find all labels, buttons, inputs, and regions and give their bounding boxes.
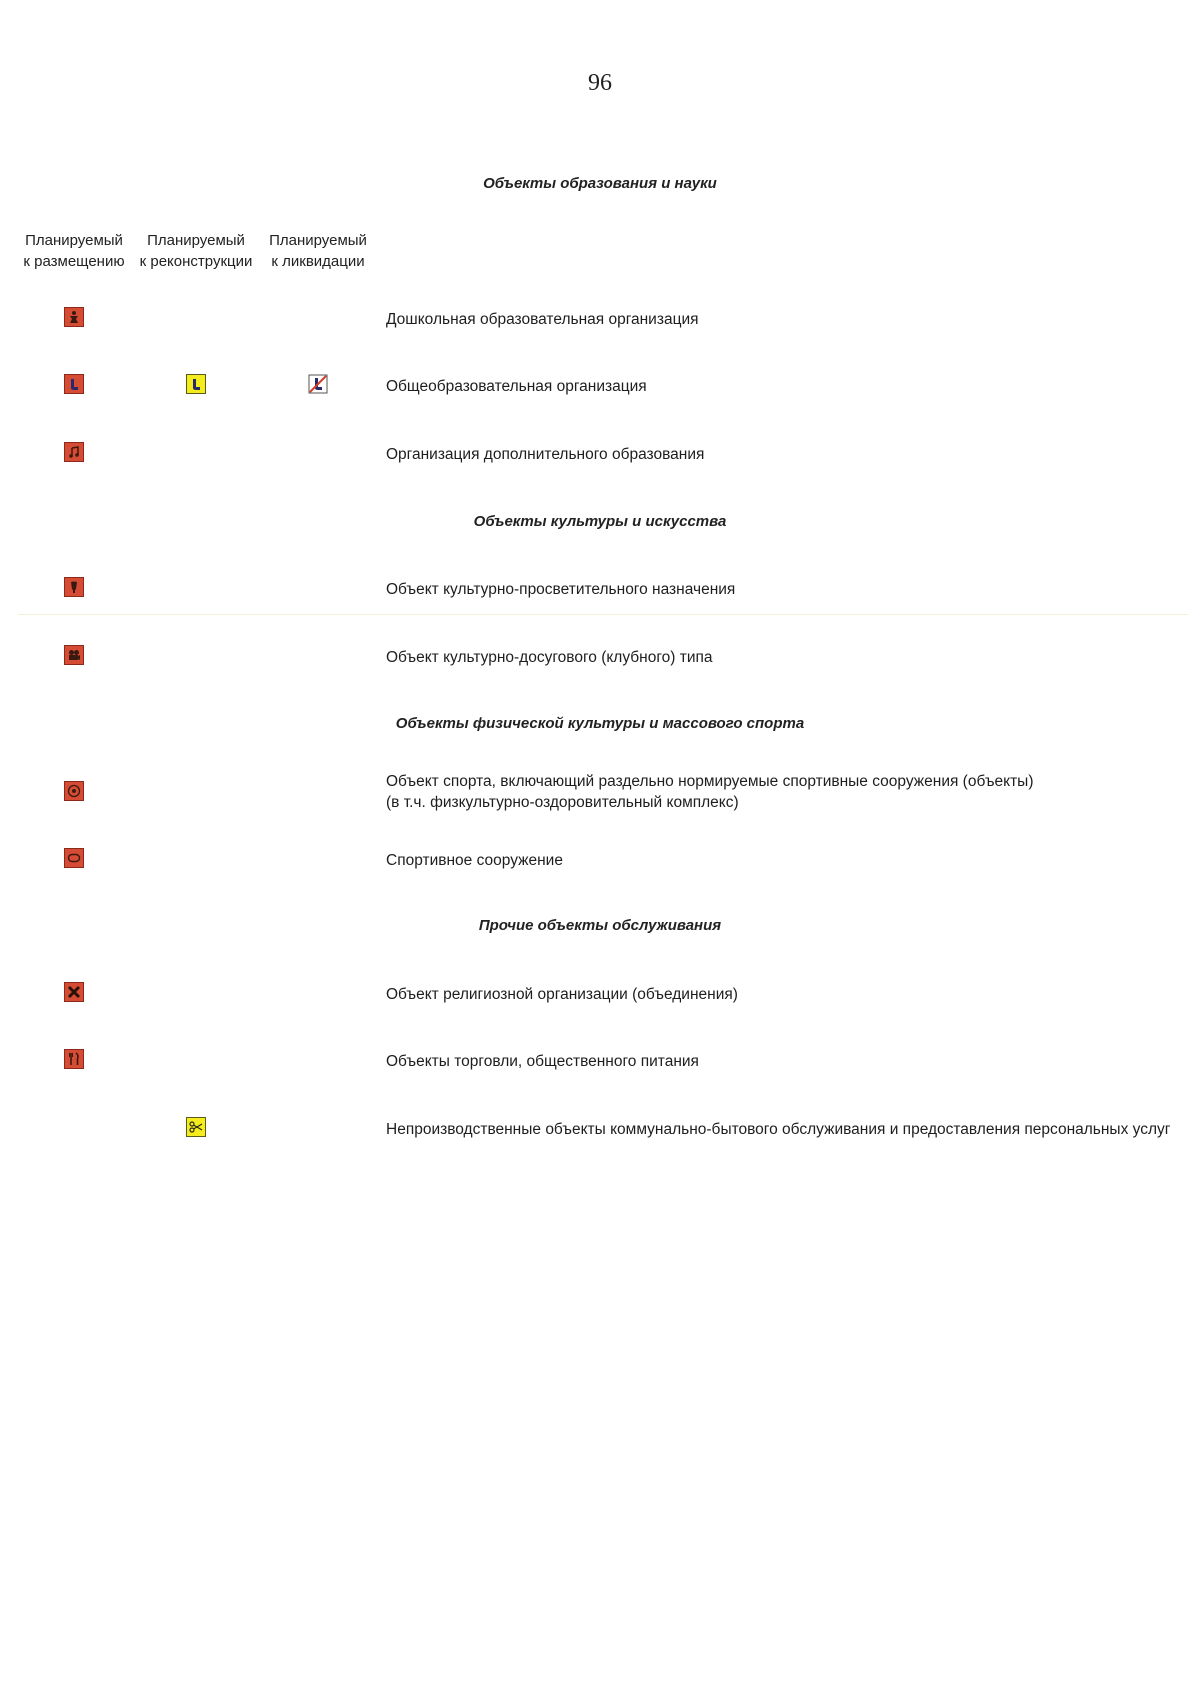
column-header-line: к реконструкции — [139, 253, 253, 270]
legend-label-line: (в т.ч. физкультурно-оздоровительный комплекс) — [386, 794, 739, 811]
legend-label: Объект религиозной организации (объединения) — [386, 986, 738, 1003]
legend-label: Организация дополнительного образования — [386, 446, 705, 463]
legend-label: Спортивное сооружение — [386, 852, 563, 869]
legend-label: Общеобразовательная организация — [386, 378, 647, 395]
divider-line — [18, 614, 1188, 615]
column-header-line: к размещению — [23, 253, 125, 270]
column-header-line: Планируемый — [269, 232, 367, 249]
legend-label — [386, 771, 1034, 813]
mask-icon — [64, 577, 84, 597]
column-header-line: Планируемый — [147, 232, 245, 249]
film-camera-icon — [64, 645, 84, 665]
column-header-line: к ликвидации — [271, 253, 365, 270]
school-reconstruction-icon — [186, 374, 206, 394]
column-header-placement — [14, 230, 134, 272]
column-header-liquidation — [258, 230, 378, 272]
legend-label: Непроизводственные объекты коммунально-бытового обслуживания и предоставления персональных услуг — [386, 1121, 1171, 1138]
section-title-other: Прочие объекты обслуживания — [478, 917, 722, 934]
sports-facility-icon — [64, 848, 84, 868]
page-number: 96 — [588, 70, 612, 96]
section-title-sport: Объекты физической культуры и массового спорта — [395, 715, 805, 732]
stadium-ball-icon — [64, 781, 84, 801]
scissors-icon — [186, 1117, 206, 1137]
school-liquidation-icon — [308, 374, 328, 394]
fork-knife-icon — [64, 1049, 84, 1069]
music-note-icon — [64, 442, 84, 462]
legend-label: Объекты торговли, общественного питания — [386, 1053, 699, 1070]
preschool-icon — [64, 307, 84, 327]
legend-label: Дошкольная образовательная организация — [386, 311, 699, 328]
section-title-culture: Объекты культуры и искусства — [473, 513, 727, 530]
section-title-education: Объекты образования и науки — [483, 175, 717, 192]
legend-label-line: Объект спорта, включающий раздельно нормируемые спортивные сооружения (объекты) — [386, 773, 1034, 790]
column-header-line: Планируемый — [25, 232, 123, 249]
column-header-reconstruction — [136, 230, 256, 272]
legend-label: Объект культурно-досугового (клубного) типа — [386, 649, 713, 666]
cross-icon — [64, 982, 84, 1002]
legend-label: Объект культурно-просветительного назначения — [386, 581, 736, 598]
school-icon — [64, 374, 84, 394]
